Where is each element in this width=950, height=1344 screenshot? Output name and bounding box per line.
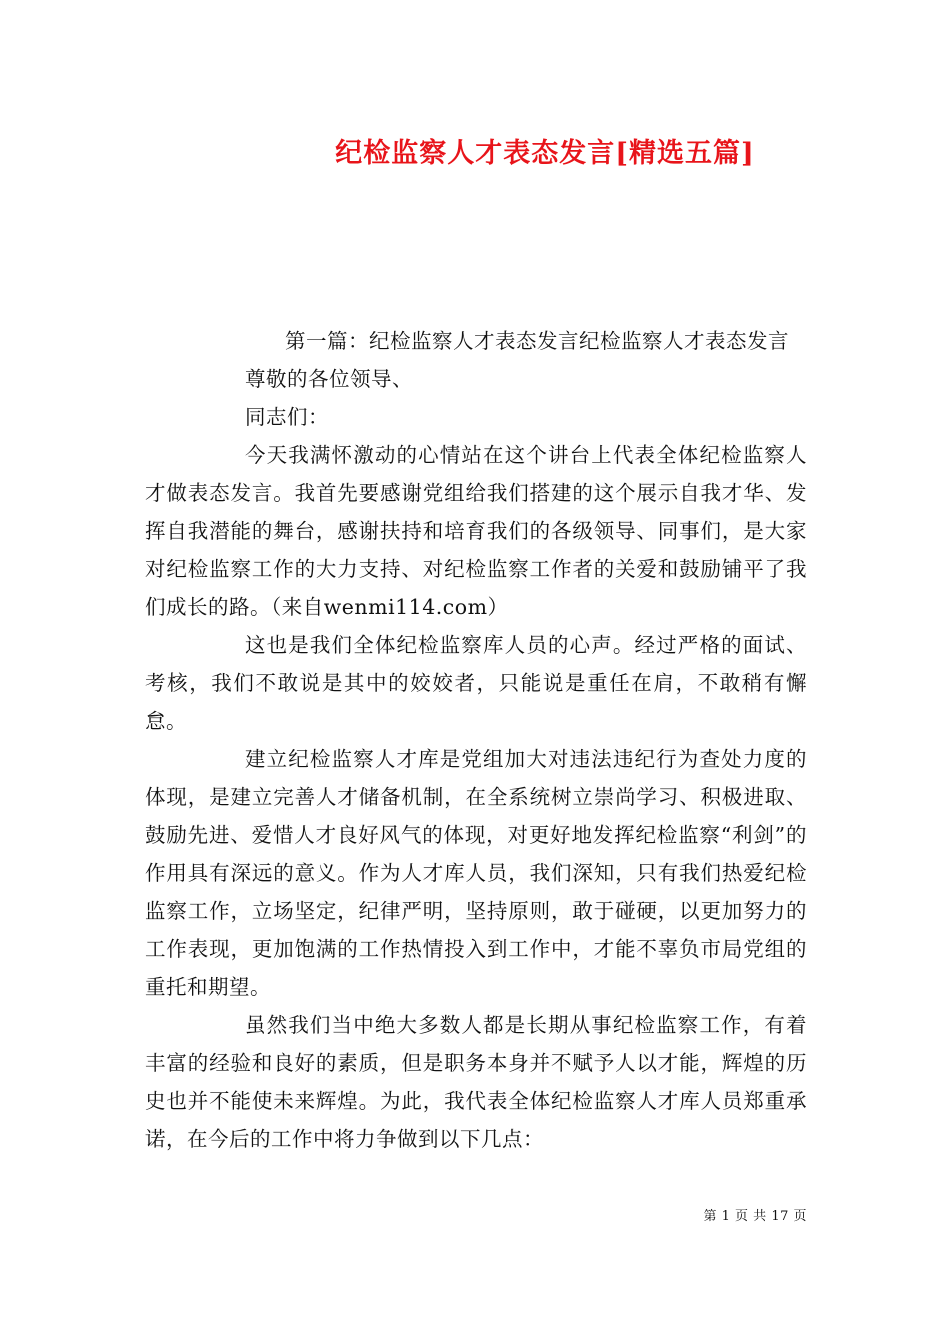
document-body: [145, 322, 807, 1158]
paragraph-heading: 第一篇：纪检监察人才表态发言纪检监察人才表态发言: [285, 329, 789, 353]
page-number-footer: 第 1 页 共 17 页: [703, 1209, 807, 1224]
paragraph-body: 这也是我们全体纪检监察库人员的心声。经过严格的面试、考核，我们不敢说是其中的姣姣者，只能说是重任在肩，不敢稍有懈怠。: [145, 633, 807, 733]
paragraph-body: 虽然我们当中绝大多数人都是长期从事纪检监察工作，有着丰富的经验和良好的素质，但是职务本身并不赋予人以才能，辉煌的历史也并不能使未来辉煌。为此，我代表全体纪检监察人才库人员郑重承诺，在今后的工作中将力争做到以下几点：: [145, 1013, 807, 1151]
paragraph-body: 今天我满怀激动的心情站在这个讲台上代表全体纪检监察人才做表态发言。我首先要感谢党组给我们搭建的这个展示自我才华、发挥自我潜能的舞台，感谢扶持和培育我们的各级领导、同事们，是大家对纪检监察工作的大力支持、对纪检监察工作者的关爱和鼓励铺平了我们成长的路。（来自wenmi114.com）: [145, 443, 807, 619]
document-title: 纪检监察人才表态发言[精选五篇]: [335, 138, 755, 169]
paragraph-salutation-1: 尊敬的各位领导、: [245, 367, 413, 391]
paragraph-body: 建立纪检监察人才库是党组加大对违法违纪行为查处力度的体现，是建立完善人才储备机制，在全系统树立崇尚学习、积极进取、鼓励先进、爱惜人才良好风气的体现，对更好地发挥纪检监察“利剑”的作用具有深远的意义。作为人才库人员，我们深知，只有我们热爱纪检监察工作，立场坚定，纪律严明，坚持原则，敢于碰硬，以更加努力的工作表现，更加饱满的工作热情投入到工作中，才能不辜负市局党组的重托和期望。: [145, 747, 807, 999]
paragraph-salutation-2: 同志们：: [245, 405, 329, 429]
